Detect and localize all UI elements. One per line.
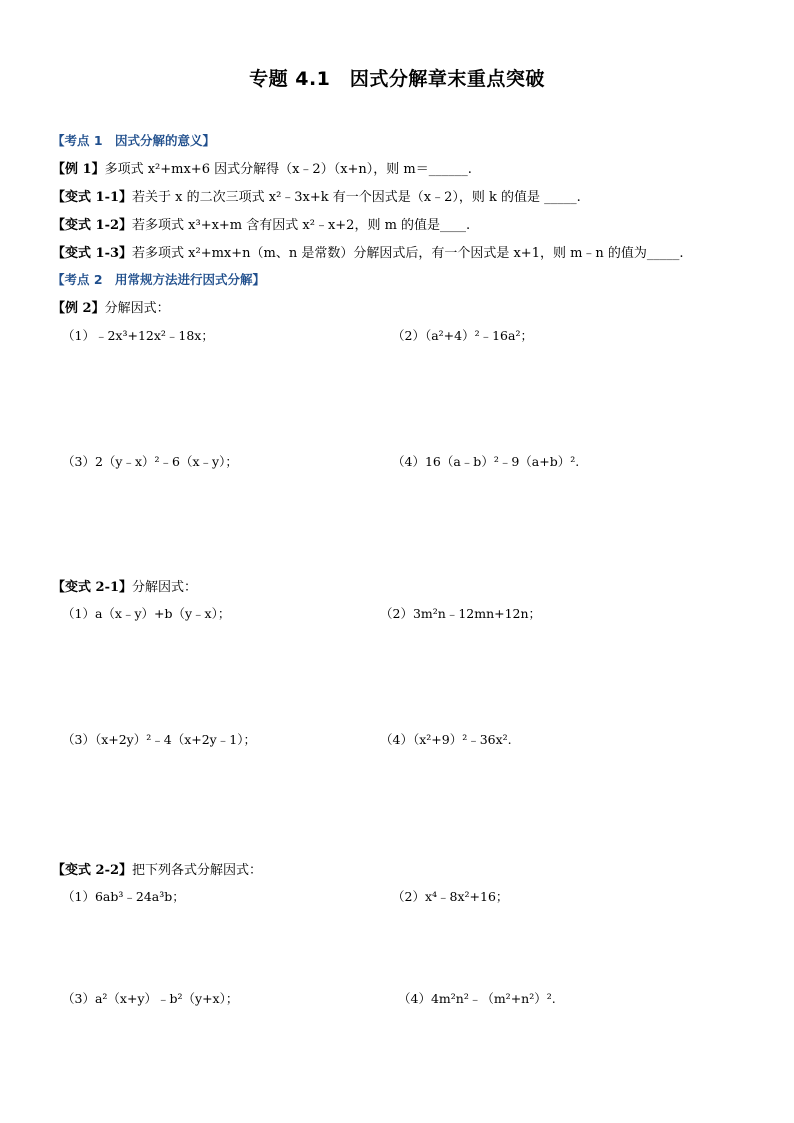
example-2-item-1: （1）﹣2x³+12x²﹣18x； <box>62 328 214 343</box>
variant-1-1-text: 若关于 x 的二次三项式 x²﹣3x+k 有一个因式是（x﹣2），则 k 的值是 _____. <box>132 190 581 205</box>
variant-2-2-item-1: （1）6ab³﹣24a³b； <box>62 889 185 904</box>
section-heading-2: 【考点 2 用常规方法进行因式分解】 <box>52 272 266 287</box>
variant-2-1-item-1: （1）a（x﹣y）+b（y﹣x）； <box>62 606 231 621</box>
section-heading-1: 【考点 1 因式分解的意义】 <box>52 133 216 148</box>
variant-1-3 <box>52 242 684 261</box>
variant-2-2-tag: 【变式 2-2】 <box>52 863 133 878</box>
variant-2-2-text: 把下列各式分解因式： <box>132 863 263 878</box>
example-1-text: 多项式 x²+mx+6 因式分解得（x﹣2）（x+n），则 m＝______. <box>104 162 472 177</box>
example-2-item-4: （4）16（a﹣b）²﹣9（a+b）². <box>392 454 580 469</box>
variant-2-2-item-2: （2）x⁴﹣8x²+16； <box>392 889 509 904</box>
variant-2-1-item-2: （2）3m²n﹣12mn+12n； <box>380 606 542 621</box>
example-1-tag: 【例 1】 <box>52 162 105 177</box>
variant-1-1-tag: 【变式 1-1】 <box>52 190 133 205</box>
example-2-text: 分解因式： <box>104 301 170 316</box>
variant-1-2-text: 若多项式 x³+x+m 含有因式 x²﹣x+2，则 m 的值是____. <box>132 218 471 233</box>
variant-1-1 <box>52 186 581 205</box>
variant-2-1 <box>52 576 197 595</box>
variant-2-1-item-3: （3）（x+2y）²﹣4（x+2y﹣1）； <box>62 732 256 747</box>
variant-2-2 <box>52 859 262 878</box>
variant-2-2-item-4: （4）4m²n²﹣（m²+n²）². <box>398 991 556 1006</box>
variant-1-2-tag: 【变式 1-2】 <box>52 218 133 233</box>
variant-1-3-tag: 【变式 1-3】 <box>52 246 133 261</box>
example-2-item-2: （2）（a²+4）²﹣16a²； <box>392 328 533 343</box>
page-title: 专题 4.1 因式分解章末重点突破 <box>249 68 545 90</box>
variant-1-2 <box>52 214 470 233</box>
example-2-tag: 【例 2】 <box>52 301 105 316</box>
variant-2-1-text: 分解因式： <box>132 580 198 595</box>
variant-2-1-item-4: （4）（x²+9）²﹣36x². <box>380 732 512 747</box>
example-1 <box>52 158 472 177</box>
variant-1-3-text: 若多项式 x²+mx+n（m、n 是常数）分解因式后，有一个因式是 x+1，则 m﹣n 的值为_____. <box>132 246 684 261</box>
example-2 <box>52 297 170 316</box>
variant-2-2-item-3: （3）a²（x+y）﹣b²（y+x）； <box>62 991 239 1006</box>
example-2-item-3: （3）2（y﹣x）²﹣6（x﹣y）； <box>62 454 238 469</box>
variant-2-1-tag: 【变式 2-1】 <box>52 580 133 595</box>
